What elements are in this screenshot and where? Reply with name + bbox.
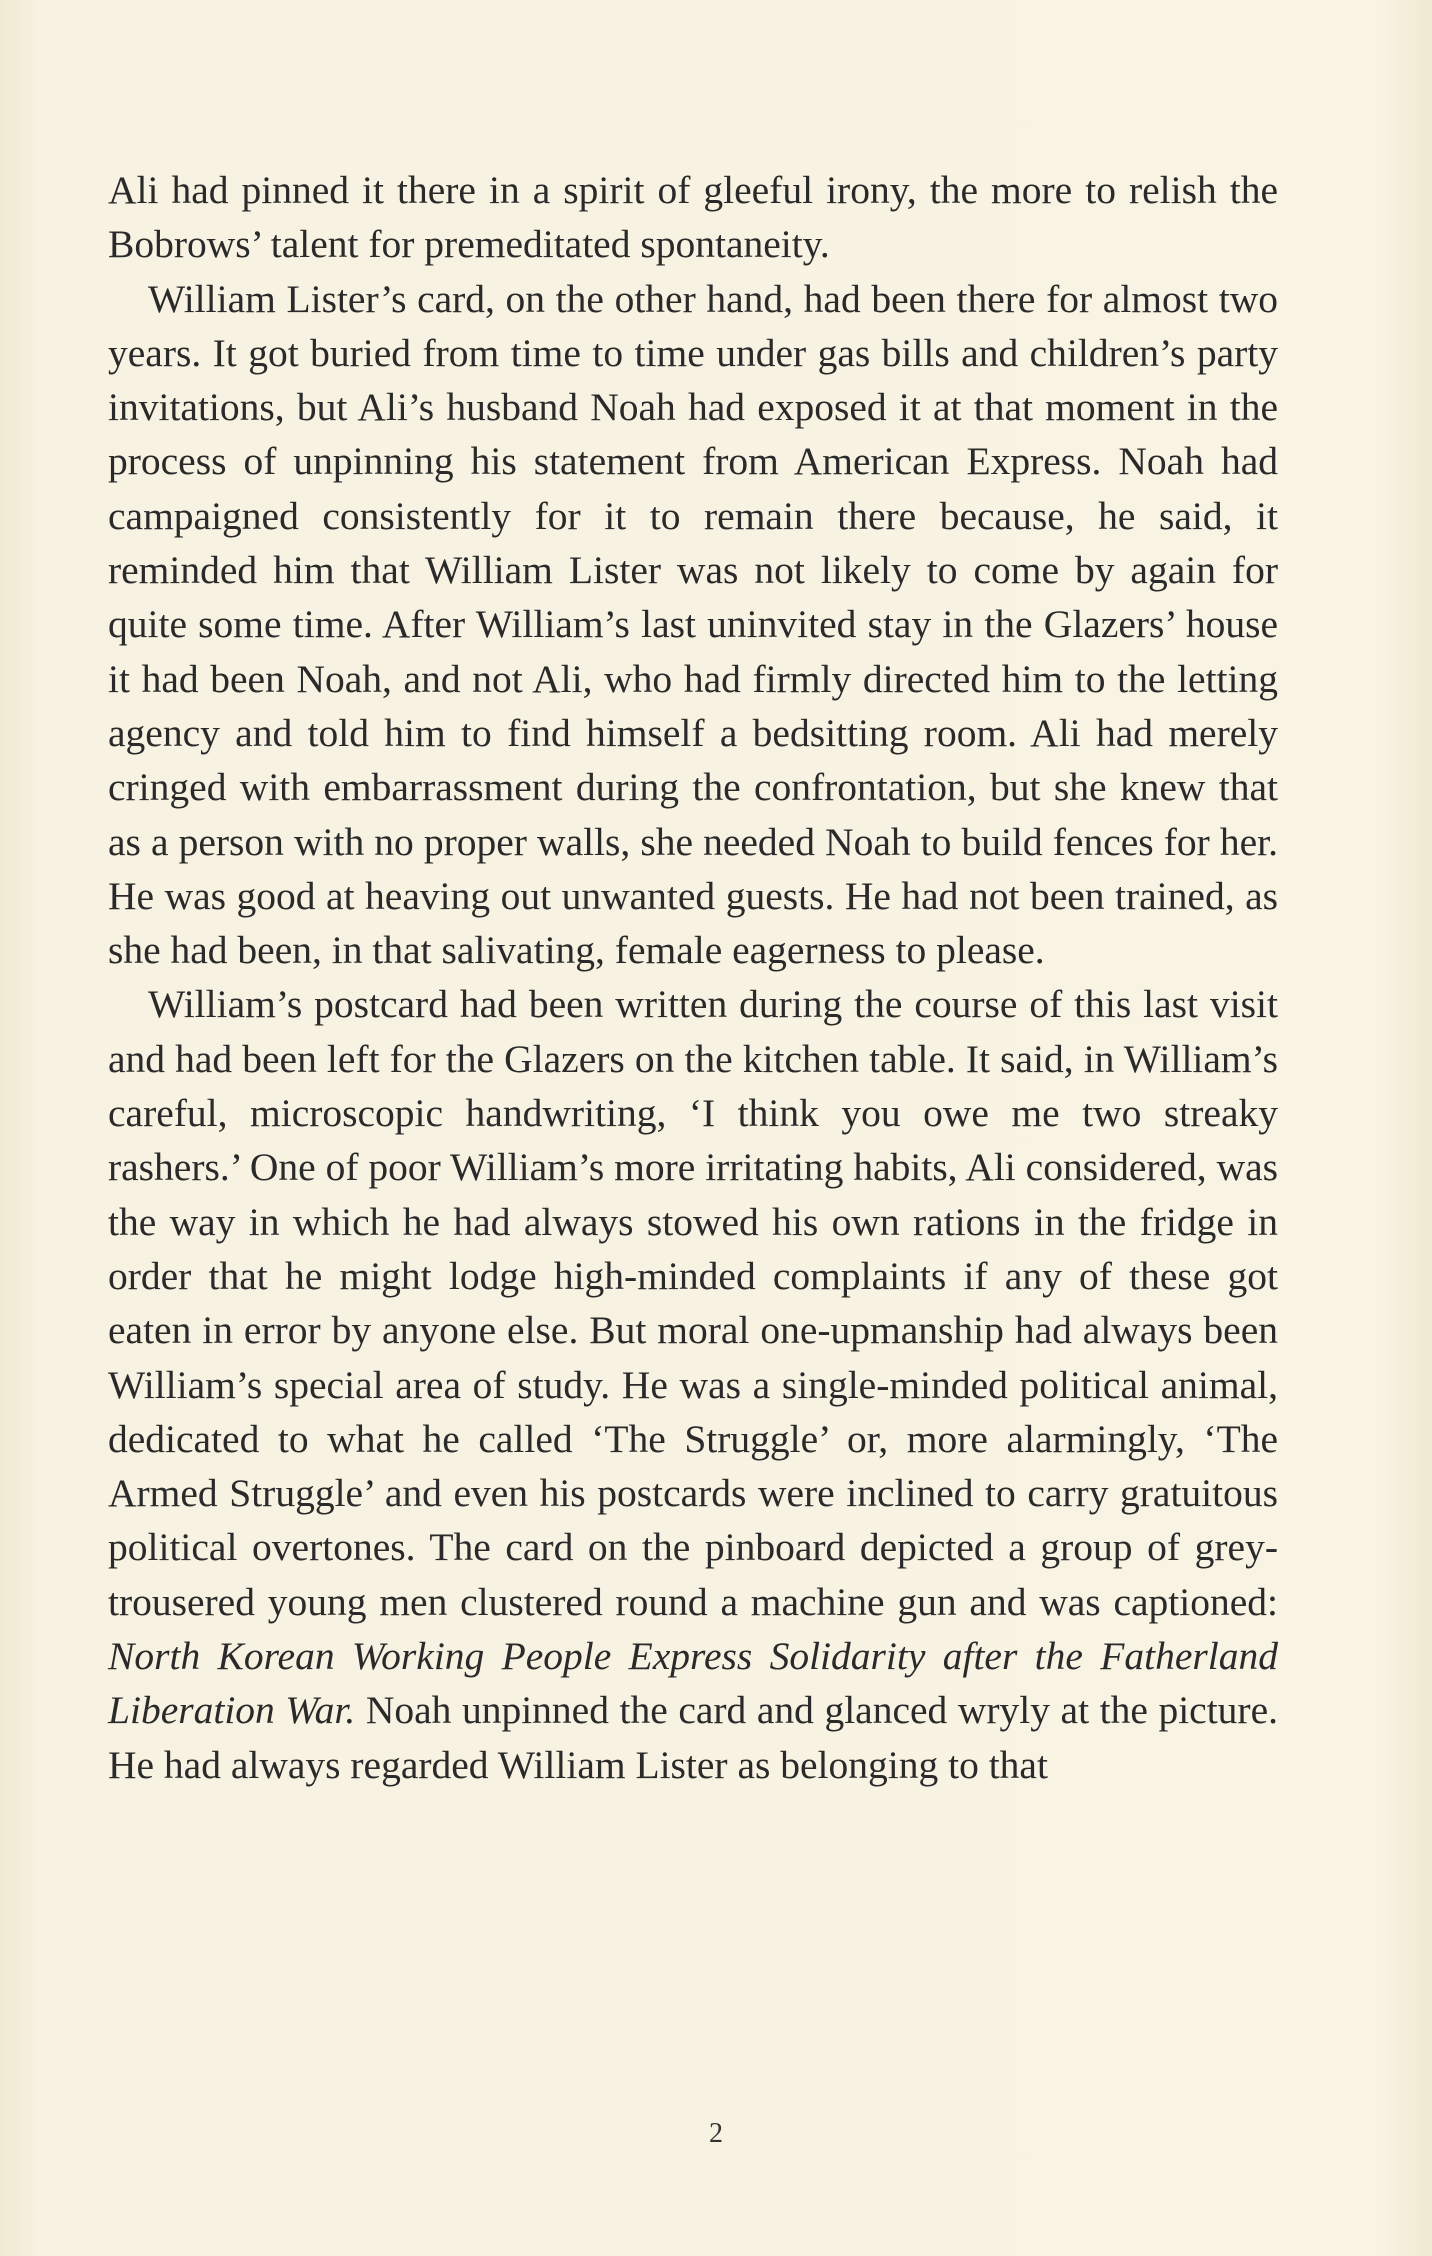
paragraph-2: William Lister’s card, on the other hand, had been there for almost two years. It got buried from time to time under gas bills and children’s party invitations, but Ali’s husband Noah had exposed it at that moment in the process of unpinning his statement from American Express. Noah had campaigned consistently for it to remain there because, he said, it reminded him that William Lister was not likely to come by again for quite some time. After William’s last uninvited stay in the Glazers’ house it had been Noah, and not Ali, who had firmly directed him to the letting agency and told him to find himself a bedsitting room. Ali had merely cringed with embarrassment during the confrontation, but she knew that as a person with no proper walls, she needed Noah to build fences for her. He was good at heaving out unwanted guests. He had not been trained, as she had been, in that salivating, female eagerness to please. [108, 276, 1278, 973]
body-text [108, 163, 1278, 1792]
paragraph-3-text-before: William’s postcard had been written during the course of this last visit and had been left for the Glazers on the kitchen table. It said, in William’s careful, microscopic handwriting, ‘I think you owe me two streaky rashers.’ One of poor William’s more irritating habits, Ali considered, was the way in which he had always stowed his own rations in the fridge in order that he might lodge high-minded complaints if any of these got eaten in error by anyone else. But moral one-upmanship had always been William’s special area of study. He was a single-minded political animal, dedicated to what he called ‘The Struggle’ or, more alarmingly, ‘The Armed Struggle’ and even his postcards were inclined to carry gratuitous political overtones. The card on the pinboard depicted a group of grey-trousered young men clustered round a machine gun and was captioned: [108, 982, 1278, 1624]
paragraph-3 [108, 977, 1278, 1791]
page-number: 2 [709, 2118, 723, 2149]
paragraph-3-text-after: Noah unpinned the card and glanced wryly at the picture. He had always regarded William Lister as belonging to that [108, 1688, 1278, 1787]
paragraph-1: Ali had pinned it there in a spirit of gleeful irony, the more to relish the Bobrows’ talent for premeditated spontaneity. [108, 168, 1278, 267]
postcard-caption: North Korean Working People Express Solidarity after the Fatherland Liberation War. [108, 1634, 1278, 1733]
